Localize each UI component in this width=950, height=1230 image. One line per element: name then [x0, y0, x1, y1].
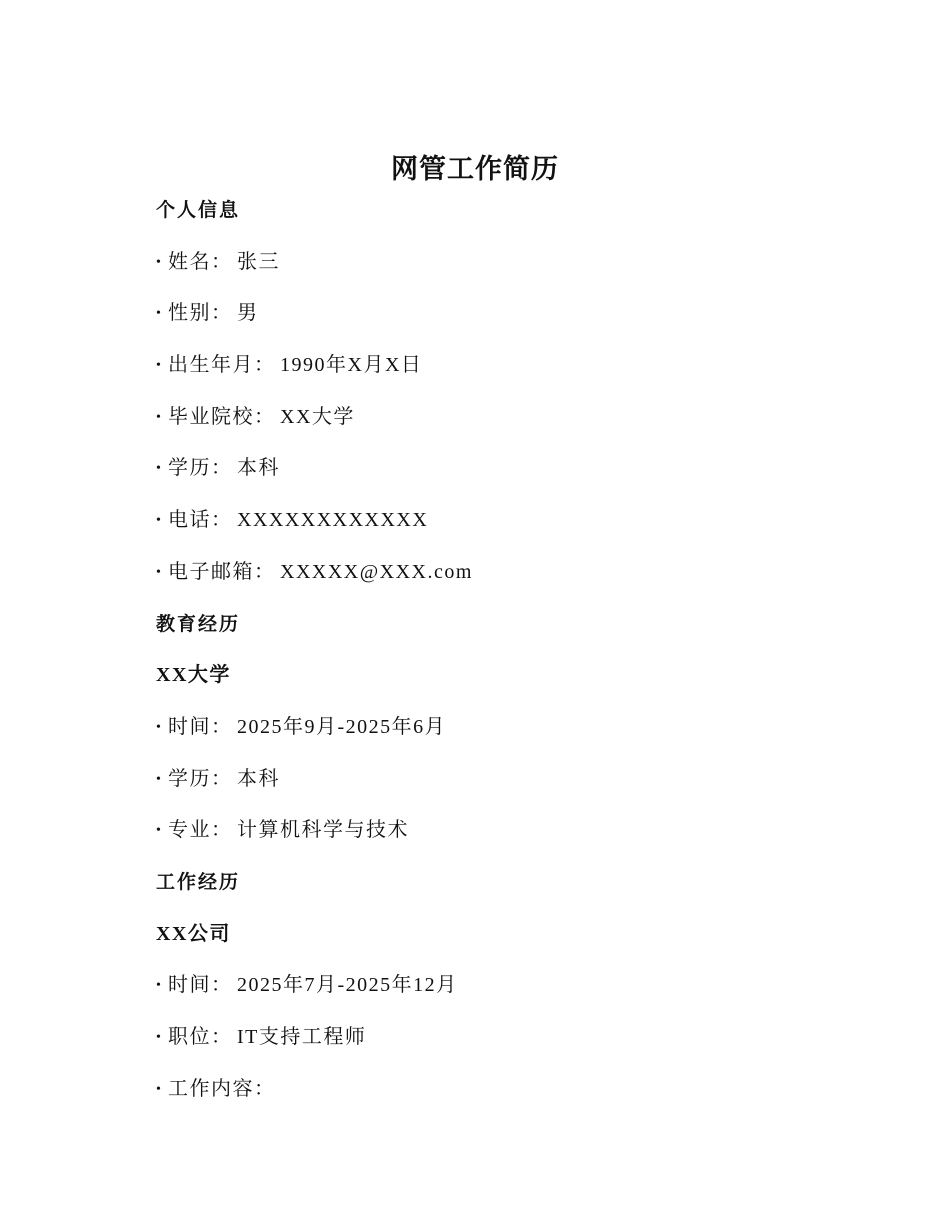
item-value: 计算机科学与技术: [237, 819, 409, 842]
item-colon: ：: [211, 819, 231, 842]
list-item: [156, 399, 796, 451]
item-value: 2025年7月-2025年12月: [237, 974, 458, 997]
bullet: •: [156, 1030, 161, 1045]
section-heading-work: 工作经历: [156, 870, 241, 893]
item-label: 专业: [168, 819, 211, 842]
bullet: •: [156, 513, 161, 529]
document-title: 网管工作简历: [391, 154, 559, 185]
item-value: IT支持工程师: [237, 1026, 367, 1048]
item-label: 姓名: [168, 250, 211, 273]
item-label: 时间: [168, 974, 211, 997]
item-colon: ：: [211, 302, 231, 325]
item-colon: ：: [254, 1077, 274, 1100]
list-item: [156, 450, 796, 502]
item-colon: ：: [254, 405, 274, 428]
bullet: •: [156, 823, 161, 839]
item-label: 学历: [168, 457, 211, 480]
bullet: •: [156, 771, 161, 787]
list-item: [156, 502, 796, 554]
item-value: 本科: [237, 767, 280, 790]
item-colon: ：: [211, 1026, 231, 1048]
bullet: •: [156, 358, 161, 374]
list-item: [156, 812, 796, 864]
item-colon: ：: [211, 457, 231, 480]
bullet: •: [156, 409, 161, 425]
item-value: 本科: [237, 457, 280, 480]
resume-content: [156, 192, 796, 1122]
item-colon: ：: [254, 560, 274, 583]
list-item: [156, 1019, 796, 1071]
bullet: •: [156, 564, 161, 580]
item-colon: ：: [211, 250, 231, 273]
section-heading-education: 教育经历: [156, 612, 241, 635]
item-value: 男: [237, 302, 259, 325]
bullet: •: [156, 719, 161, 735]
list-item: [156, 967, 796, 1019]
item-label: 电话: [168, 509, 211, 532]
bullet: •: [156, 306, 161, 322]
list-item: [156, 1071, 796, 1123]
item-colon: ：: [211, 509, 231, 532]
item-value: XXXXX@XXX.com: [280, 560, 473, 583]
bullet: •: [156, 978, 161, 994]
list-item: [156, 295, 796, 347]
item-label: 性别: [168, 302, 211, 325]
item-label: 出生年月: [168, 354, 254, 377]
bullet: •: [156, 461, 161, 477]
list-item: [156, 244, 796, 296]
list-item: [156, 709, 796, 761]
item-colon: ：: [211, 715, 231, 738]
item-label: 电子邮箱: [168, 560, 254, 583]
item-value: 张三: [237, 250, 280, 273]
item-label: 毕业院校: [168, 405, 254, 428]
item-colon: ：: [254, 354, 274, 377]
bullet: •: [156, 254, 161, 270]
item-value: 2025年9月-2025年6月: [237, 715, 447, 738]
item-value: XX大学: [280, 405, 355, 428]
item-value: 1990年X月X日: [280, 354, 423, 377]
list-item: [156, 347, 796, 399]
item-label: 工作内容: [168, 1077, 254, 1100]
item-label: 职位: [168, 1026, 211, 1048]
item-colon: ：: [211, 767, 231, 790]
school-name: XX大学: [156, 664, 231, 687]
item-colon: ：: [211, 974, 231, 997]
company-name: XX公司: [156, 922, 231, 945]
item-label: 时间: [168, 715, 211, 738]
item-label: 学历: [168, 767, 211, 790]
bullet: •: [156, 1081, 161, 1097]
section-heading-personal: 个人信息: [156, 199, 241, 221]
list-item: [156, 761, 796, 813]
list-item: [156, 554, 796, 606]
item-value: XXXXXXXXXXXX: [237, 509, 429, 532]
